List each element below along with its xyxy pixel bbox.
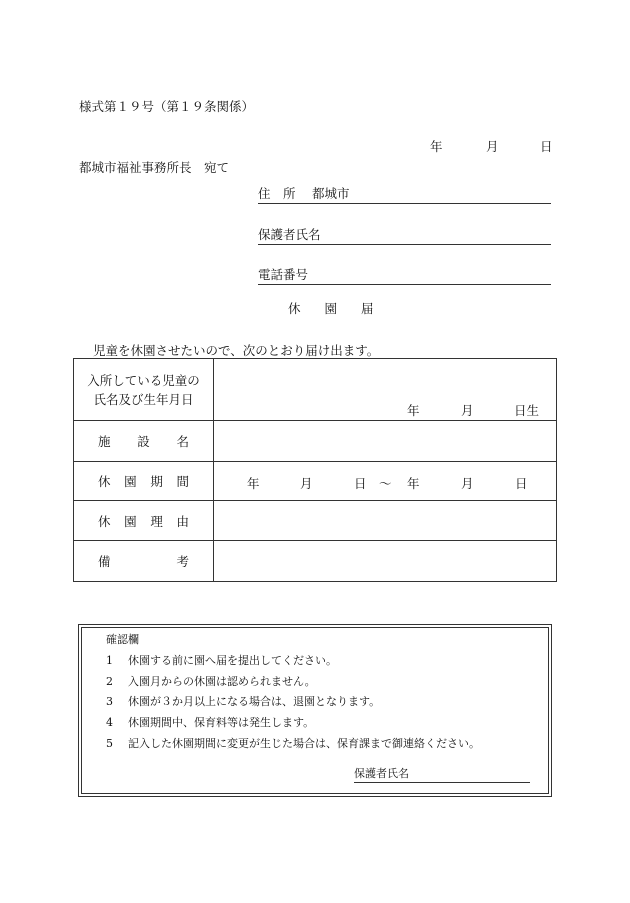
period-day2: 日 <box>515 476 528 491</box>
child-label-line1: 入所している児童の <box>87 372 200 388</box>
item-text: 休園する前に園へ届を提出してください。 <box>128 654 337 667</box>
item-text: 入園月からの休園は認められません。 <box>128 675 316 688</box>
reason-input-cell[interactable] <box>214 501 557 541</box>
item-text: 休園が３か月以上になる場合は、退園となります。 <box>128 695 381 708</box>
remarks-label-char: 考 <box>176 554 189 569</box>
facility-input-cell[interactable] <box>214 421 557 462</box>
guardian-name-field[interactable] <box>258 226 551 245</box>
guardian-name-label: 保護者氏名 <box>258 227 321 242</box>
address-value: 都城市 <box>312 186 350 201</box>
period-input-cell[interactable] <box>214 462 557 501</box>
birth-year-label: 年 <box>407 403 420 418</box>
reason-label-cell <box>74 501 214 541</box>
birth-day-label: 日生 <box>514 403 540 418</box>
item-number: 4 <box>106 716 113 729</box>
document-title <box>288 299 374 317</box>
child-label-line2: 氏名及び生年月日 <box>93 391 194 407</box>
date-day-label: 日 <box>540 139 553 154</box>
leave-form-table <box>73 358 557 582</box>
address-field[interactable] <box>258 185 551 204</box>
period-year2: 年 <box>407 476 420 491</box>
confirmation-box <box>78 624 552 797</box>
addressee: 都城市福祉事務所長 宛て <box>79 160 230 175</box>
list-item <box>106 652 337 668</box>
period-label-char: 休 <box>98 474 111 489</box>
reason-label-char: 由 <box>176 513 189 529</box>
table-row <box>74 462 557 501</box>
reason-label-char: 園 <box>124 513 137 529</box>
period-tilde: 〜 <box>379 476 392 491</box>
facility-label-cell <box>74 421 214 462</box>
reason-label-char: 理 <box>150 513 163 529</box>
period-label-char: 間 <box>176 474 189 489</box>
form-number: 様式第１９号（第１９条関係） <box>79 99 255 114</box>
child-label-cell <box>74 359 214 421</box>
period-day1: 日 <box>354 476 367 491</box>
intro-text: 児童を休園させたいので、次のとおり届け出ます。 <box>93 343 380 358</box>
period-month1: 月 <box>300 476 313 491</box>
list-item <box>106 714 314 730</box>
list-item <box>106 735 480 751</box>
item-number: 2 <box>106 675 113 688</box>
list-item <box>106 673 316 689</box>
confirmation-heading: 確認欄 <box>106 633 139 646</box>
period-month2: 月 <box>461 476 474 491</box>
title-char: 園 <box>324 301 338 316</box>
birth-month-label: 月 <box>461 403 474 418</box>
period-year1: 年 <box>247 476 260 491</box>
facility-label-char: 設 <box>137 434 150 449</box>
address-label: 住 所 <box>258 186 296 201</box>
remarks-label-char: 備 <box>98 554 111 569</box>
item-number: 1 <box>106 654 113 667</box>
facility-label-char: 名 <box>176 434 189 449</box>
item-text: 休園期間中、保育料等は発生します。 <box>128 716 315 729</box>
period-label-char: 園 <box>124 474 137 489</box>
title-char: 休 <box>288 301 301 316</box>
date-year-label: 年 <box>430 139 443 154</box>
period-label-cell <box>74 462 214 501</box>
signature-label: 保護者氏名 <box>354 767 409 780</box>
item-number: 5 <box>106 737 113 750</box>
table-row <box>74 359 557 421</box>
table-row <box>74 541 557 582</box>
list-item <box>106 693 380 709</box>
phone-field[interactable] <box>258 266 551 285</box>
table-row <box>74 421 557 462</box>
item-number: 3 <box>106 695 113 708</box>
child-input-cell[interactable] <box>214 359 557 421</box>
remarks-label-cell <box>74 541 214 582</box>
date-month-label: 月 <box>486 139 499 154</box>
facility-label-char: 施 <box>98 434 111 449</box>
table-row <box>74 501 557 541</box>
item-text: 記入した休園期間に変更が生じた場合は、保育課まで御連絡ください。 <box>128 737 480 750</box>
remarks-input-cell[interactable] <box>214 541 557 582</box>
period-label-char: 期 <box>150 474 163 489</box>
title-char: 届 <box>361 301 374 316</box>
phone-label: 電話番号 <box>258 267 309 282</box>
reason-label-char: 休 <box>98 513 111 529</box>
confirmation-signature-field[interactable] <box>354 766 530 783</box>
